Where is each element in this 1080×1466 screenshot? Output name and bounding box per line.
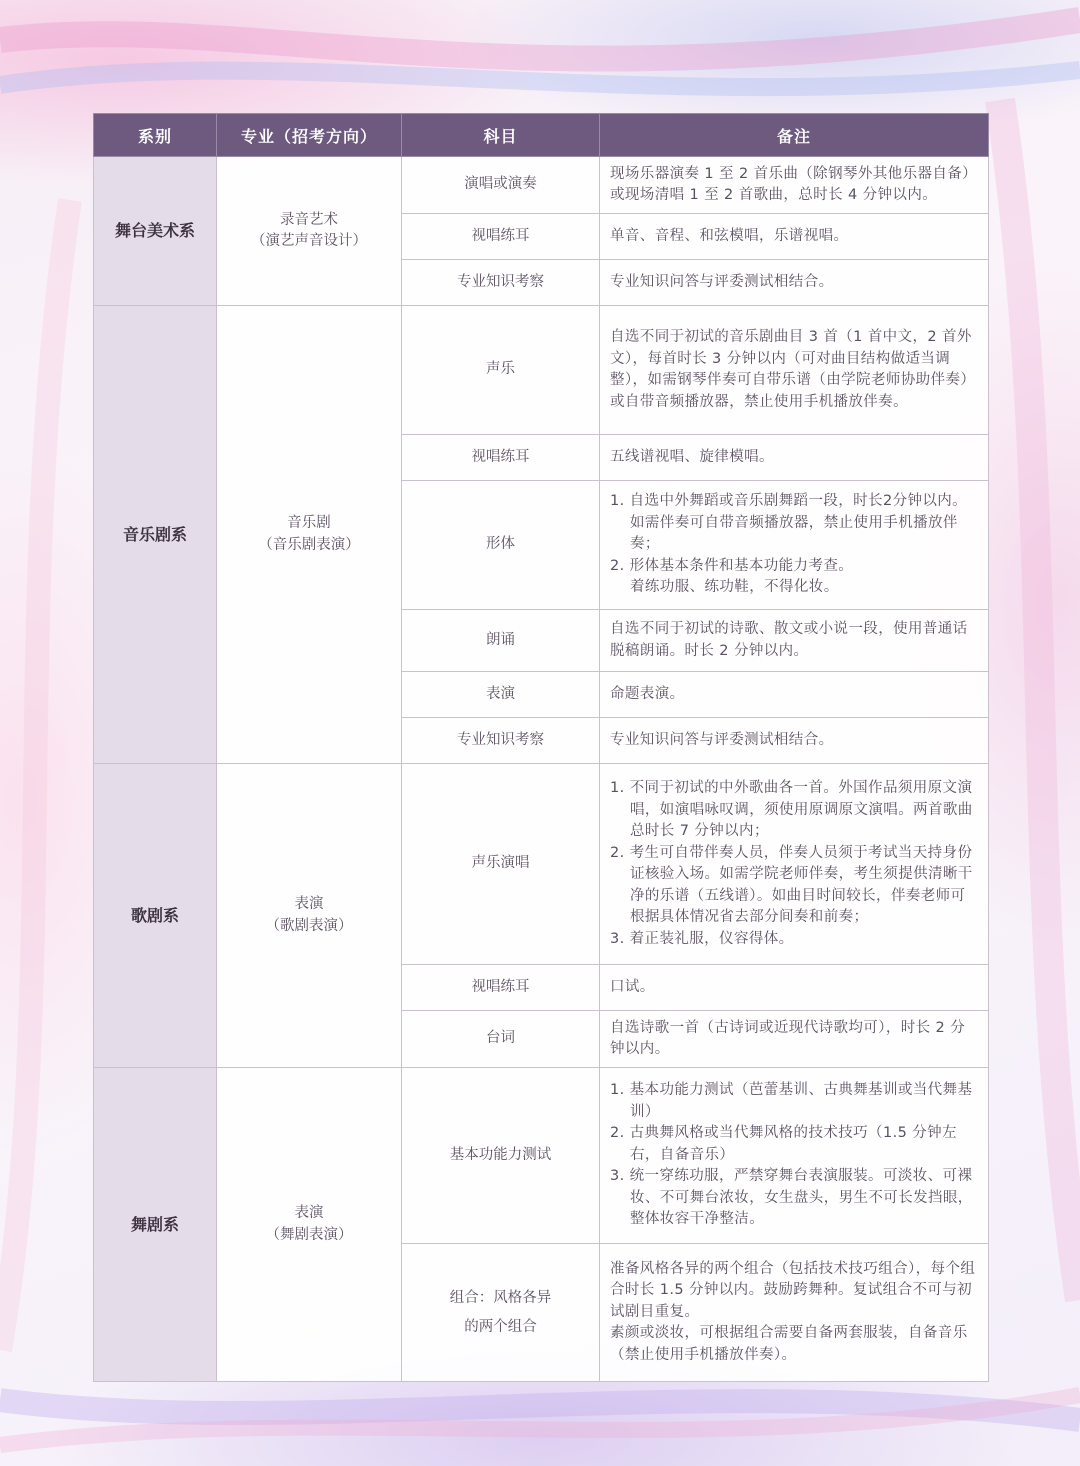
table-row (94, 764, 989, 965)
subject-cell: 台词 (402, 1011, 600, 1068)
major-direction: （舞剧表演） (265, 1226, 353, 1243)
note-list-item: 2. 考生可自带伴奏人员，伴奏人员须于考试当天持身份证核验入场。如需学院老师伴奏，考生须提供清晰干净的乐谱（五线谱）。如曲目时间较长，伴奏老师可根据具体情况省去部分间奏和前奏； (610, 844, 973, 925)
major-cell (217, 764, 402, 1068)
note-cell: 专业知识问答与评委测试相结合。 (600, 260, 989, 306)
subject-cell: 朗诵 (402, 610, 600, 672)
header-dept: 系别 (94, 114, 217, 157)
subject-cell: 演唱或演奏 (402, 157, 600, 214)
note-cell: 专业知识问答与评委测试相结合。 (600, 718, 989, 764)
subject-line: 的两个组合 (464, 1318, 537, 1335)
note-list (610, 1080, 978, 1231)
table-row (94, 1068, 989, 1244)
major-name: 表演 (294, 1205, 324, 1221)
note-list-item: 1. 基本功能力测试（芭蕾基训、古典舞基训或当代舞基训） (610, 1082, 973, 1120)
header-subject: 科目 (402, 114, 600, 157)
subject-cell: 专业知识考察 (402, 260, 600, 306)
note-cell: 自选不同于初试的诗歌、散文或小说一段，使用普通话脱稿朗诵。时长 2 分钟以内。 (600, 610, 989, 672)
major-direction: （音乐剧表演） (258, 536, 360, 553)
note-cell: 自选不同于初试的音乐剧曲目 3 首（1 首中文，2 首外文），每首时长 3 分钟以内（可对曲目结构做适当调整），如需钢琴伴奏可自带乐谱（由学院老师协助伴奏）或自带音频播放器，禁止使用手机播放伴奏。 (600, 306, 989, 435)
major-cell (217, 1068, 402, 1382)
note-extra: 着练功服、练功鞋，不得化妆。 (630, 579, 839, 596)
note-cell (600, 764, 989, 965)
note-paragraph: 素颜或淡妆，可根据组合需要自备两套服装，自备音乐（禁止使用手机播放伴奏）。 (610, 1325, 968, 1363)
note-cell (600, 1068, 989, 1244)
dept-cell: 歌剧系 (94, 764, 217, 1068)
header-note: 备注 (600, 114, 989, 157)
subject-cell: 专业知识考察 (402, 718, 600, 764)
note-cell (600, 481, 989, 610)
dept-cell: 音乐剧系 (94, 306, 217, 764)
major-name: 表演 (294, 896, 324, 912)
dept-cell: 舞台美术系 (94, 157, 217, 306)
header-major: 专业（招考方向） (217, 114, 402, 157)
note-cell: 自选诗歌一首（古诗词或近现代诗歌均可），时长 2 分钟以内。 (600, 1011, 989, 1068)
note-list-item: 1. 不同于初试的中外歌曲各一首。外国作品须用原文演唱，如演唱咏叹调，须使用原调原文演唱。两首歌曲总时长 7 分钟以内； (610, 780, 973, 839)
note-list-item: 2. 形体基本条件和基本功能力考查。 (610, 557, 854, 574)
major-cell (217, 157, 402, 306)
dept-cell: 舞剧系 (94, 1068, 217, 1382)
subject-cell: 声乐演唱 (402, 764, 600, 965)
major-direction: （演艺声音设计） (251, 233, 367, 249)
major-name: 音乐剧 (287, 515, 331, 531)
note-cell (600, 1244, 989, 1382)
subject-cell: 表演 (402, 672, 600, 718)
major-name: 录音艺术 (280, 211, 338, 228)
note-list-item: 3. 着正装礼服，仪容得体。 (610, 930, 794, 947)
note-cell: 单音、音程、和弦模唱，乐谱视唱。 (600, 214, 989, 260)
major-cell (217, 306, 402, 764)
note-list-item: 2. 古典舞风格或当代舞风格的技术技巧（1.5 分钟左右，自备音乐） (610, 1125, 957, 1163)
subject-cell: 视唱练耳 (402, 965, 600, 1011)
subject-cell: 基本功能力测试 (402, 1068, 600, 1244)
exam-table (93, 113, 989, 1382)
major-direction: （歌剧表演） (265, 917, 353, 934)
note-list-item: 1. 自选中外舞蹈或音乐剧舞蹈一段，时长2分钟以内。如需伴奏可自带音频播放器，禁止使用手机播放伴奏； (610, 493, 968, 553)
table-header-row (94, 114, 989, 157)
note-list (610, 778, 978, 950)
subject-cell (402, 1244, 600, 1382)
table-row (94, 306, 989, 435)
note-paragraph: 准备风格各异的两个组合（包括技术技巧组合），每个组合时长 1.5 分钟以内。鼓励跨舞种。复试组合不可与初试剧目重复。 (610, 1260, 976, 1320)
note-cell: 命题表演。 (600, 672, 989, 718)
subject-cell: 形体 (402, 481, 600, 610)
note-cell: 五线谱视唱、旋律模唱。 (600, 435, 989, 481)
subject-cell: 视唱练耳 (402, 214, 600, 260)
table-row (94, 157, 989, 214)
subject-cell: 视唱练耳 (402, 435, 600, 481)
note-list-item: 3. 统一穿练功服，严禁穿舞台表演服装。可淡妆、可裸妆、不可舞台浓妆，女生盘头，男生不可长发挡眼，整体妆容干净整洁。 (610, 1168, 973, 1228)
subject-line: 组合：风格各异 (449, 1289, 552, 1306)
subject-cell: 声乐 (402, 306, 600, 435)
note-cell: 现场乐器演奏 1 至 2 首乐曲（除钢琴外其他乐器自备）或现场清唱 1 至 2 首歌曲，总时长 4 分钟以内。 (600, 157, 989, 214)
note-cell: 口试。 (600, 965, 989, 1011)
note-list (610, 491, 978, 577)
